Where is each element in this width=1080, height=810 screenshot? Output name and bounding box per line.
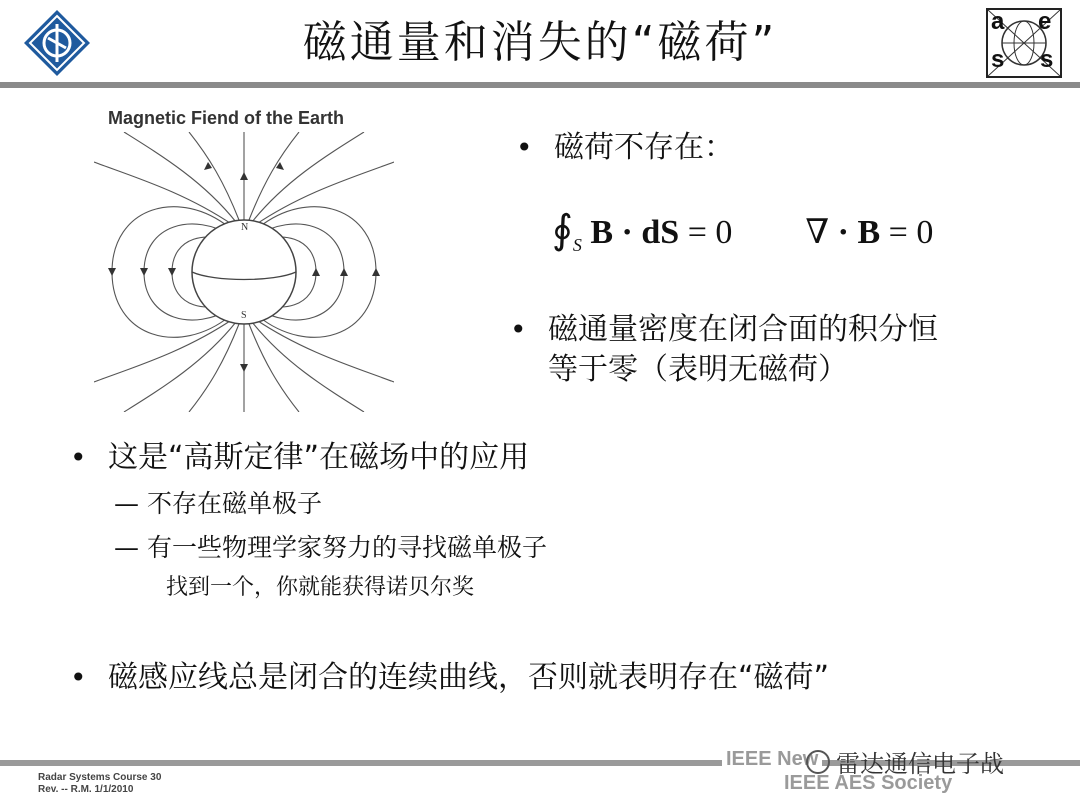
aes-logo — [986, 8, 1062, 78]
sub-bullet-search-monopole: — 有一些物理学家努力的寻找磁单极子 — [114, 533, 547, 562]
gauss-law-formula — [552, 206, 933, 256]
bullet-dot: • — [510, 313, 527, 346]
bullet-gauss-law — [70, 438, 529, 478]
bullet-text-line1: 磁通量密度在闭合面的积分恒 — [548, 312, 938, 347]
aes-letter-s1: s — [991, 46, 1005, 73]
bullet-dot: • — [516, 131, 533, 164]
flux-expression: B · dS — [590, 214, 680, 251]
watermark-text: 雷达通信电子战 — [836, 750, 1004, 778]
footer-course-info — [38, 772, 161, 796]
footer-ieee-line1: IEEE New — [722, 748, 822, 771]
bullet-text: 这是“高斯定律”在磁场中的应用 — [108, 440, 530, 475]
bullet-dot: • — [70, 661, 87, 694]
bullet-magnetic-charge — [516, 128, 734, 168]
sub-bullet-no-monopole: — 不存在磁单极子 — [114, 489, 322, 518]
wechat-icon — [806, 750, 830, 774]
south-pole-label: S — [241, 310, 247, 321]
bullet-text-line2: 等于零（表明无磁荷） — [548, 352, 848, 387]
earth-field-diagram — [94, 132, 394, 412]
bullet-closed-lines — [70, 658, 829, 698]
north-pole-label: N — [241, 222, 249, 233]
page-title: 磁通量和消失的“磁荷” — [302, 17, 778, 68]
integral-symbol: ∮ — [552, 207, 573, 252]
watermark — [806, 744, 1004, 779]
bullet-dot: • — [70, 441, 87, 474]
bullet-flux-integral — [510, 310, 938, 390]
figure-caption: Magnetic Fiend of the Earth — [108, 108, 345, 128]
sub-sub-bullet-nobel: 找到一个，你就能获得诺贝尔奖 — [166, 575, 475, 600]
flux-equals-zero: = 0 — [687, 214, 733, 251]
aes-letter-s2: s — [1040, 46, 1054, 73]
footer-course-line: Radar Systems Course 30 — [38, 772, 162, 783]
nabla-symbol: ∇ — [805, 214, 830, 251]
divergence-expression: · B — [837, 214, 881, 251]
divergence-equals-zero: = 0 — [888, 214, 934, 251]
aes-letter-a: a — [991, 8, 1005, 35]
bullet-text: 磁感应线总是闭合的连续曲线，否则就表明存在“磁荷” — [108, 660, 830, 695]
header-divider — [0, 82, 1080, 88]
integral-subscript: S — [572, 234, 582, 255]
footer-rev-line: Rev. -- R.M. 1/1/2010 — [38, 784, 134, 795]
aes-letter-e: e — [1038, 8, 1052, 35]
bullet-text: 磁荷不存在： — [554, 130, 734, 165]
footer-ieee-line2: IEEE AES Society — [784, 772, 953, 794]
